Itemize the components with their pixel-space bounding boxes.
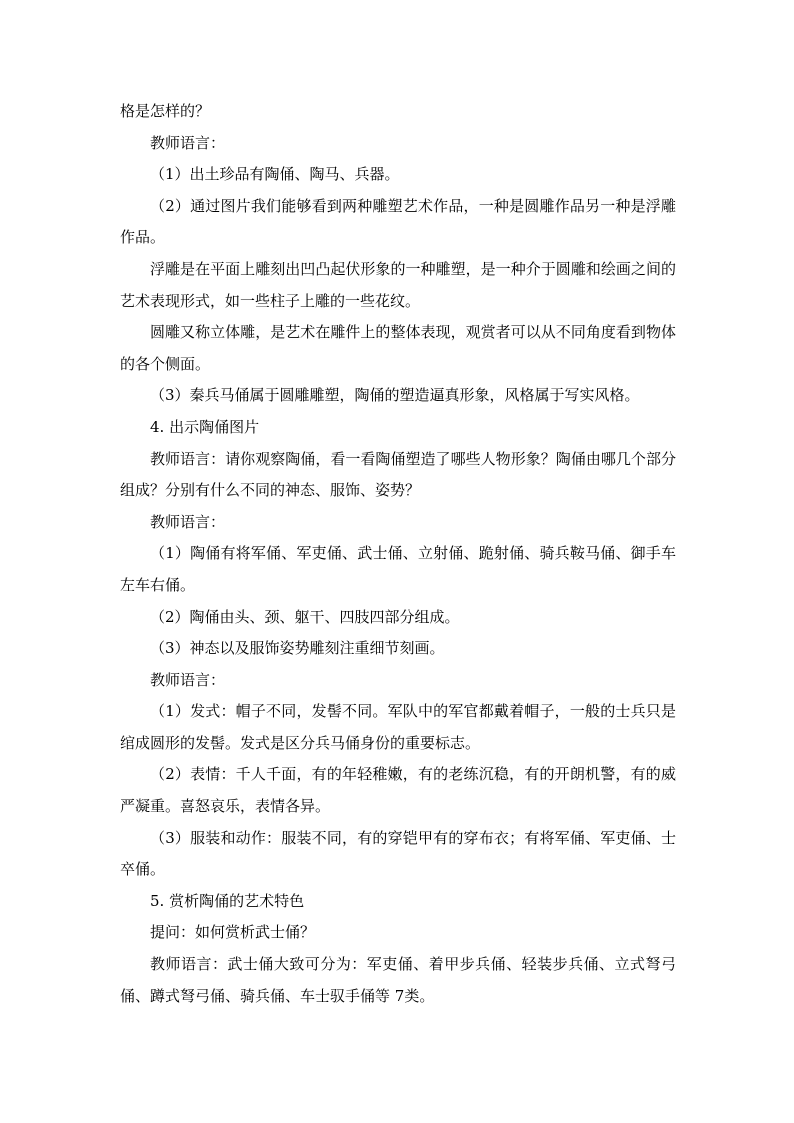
paragraph-17: （3）服装和动作：服装不同，有的穿铠甲有的穿布衣；有将军俑、军吏俑、士卒俑。 xyxy=(120,828,676,879)
paragraph-15: （1）发式：帽子不同，发髻不同。军队中的军官都戴着帽子，一般的士兵只是绾成圆形的发髻。发式是区分兵马俑身份的重要标志。 xyxy=(120,702,676,752)
paragraph-3: （1）出土珍品有陶俑、陶马、兵器。 xyxy=(150,165,400,184)
paragraph-9: 教师语言：请你观察陶俑，看一看陶俑塑造了哪些人物形象？陶俑由哪几个部分组成？分别有什么不同的神态、服饰、姿势？ xyxy=(120,449,676,500)
paragraph-20: 教师语言：武士俑大致可分为：军吏俑、着甲步兵俑、轻装步兵俑、立式弩弓俑、蹲式弩弓俑、骑兵俑、车士驭手俑等 7类。 xyxy=(120,955,676,1005)
paragraph-2: 教师语言： xyxy=(150,133,226,152)
paragraph-1: 格是怎样的？ xyxy=(120,102,211,120)
document-page xyxy=(120,96,676,1012)
paragraph-19: 提问：如何赏析武士俑？ xyxy=(150,923,316,942)
paragraph-16: （2）表情：千人千面，有的年轻稚嫩，有的老练沉稳，有的开朗机警，有的威严凝重。喜怒哀乐，表情各异。 xyxy=(120,765,676,816)
section-heading-5: 5. 赏析陶俑的艺术特色 xyxy=(150,891,305,910)
paragraph-10: 教师语言： xyxy=(150,512,226,531)
paragraph-7: （3）秦兵马俑属于圆雕雕塑，陶俑的塑造逼真形象，风格属于写实风格。 xyxy=(150,386,640,405)
paragraph-6: 圆雕又称立体雕，是艺术在雕件上的整体表现，观赏者可以从不同角度看到物体的各个侧面。 xyxy=(120,323,676,373)
paragraph-13: （3）神态以及服饰姿势雕刻注重细节刻画。 xyxy=(150,639,445,658)
section-heading-4: 4. 出示陶俑图片 xyxy=(150,417,260,436)
paragraph-12: （2）陶俑由头、颈、躯干、四肢四部分组成。 xyxy=(150,607,460,626)
paragraph-5: 浮雕是在平面上雕刻出凹凸起伏形象的一种雕塑，是一种介于圆雕和绘画之间的艺术表现形式，如一些柱子上雕的一些花纹。 xyxy=(120,259,676,310)
paragraph-4: （2）通过图片我们能够看到两种雕塑艺术作品，一种是圆雕作品另一种是浮雕作品。 xyxy=(120,196,676,247)
paragraph-14: 教师语言： xyxy=(150,670,226,689)
paragraph-11: （1）陶俑有将军俑、军吏俑、武士俑、立射俑、跪射俑、骑兵鞍马俑、御手车左车右俑。 xyxy=(120,544,676,594)
